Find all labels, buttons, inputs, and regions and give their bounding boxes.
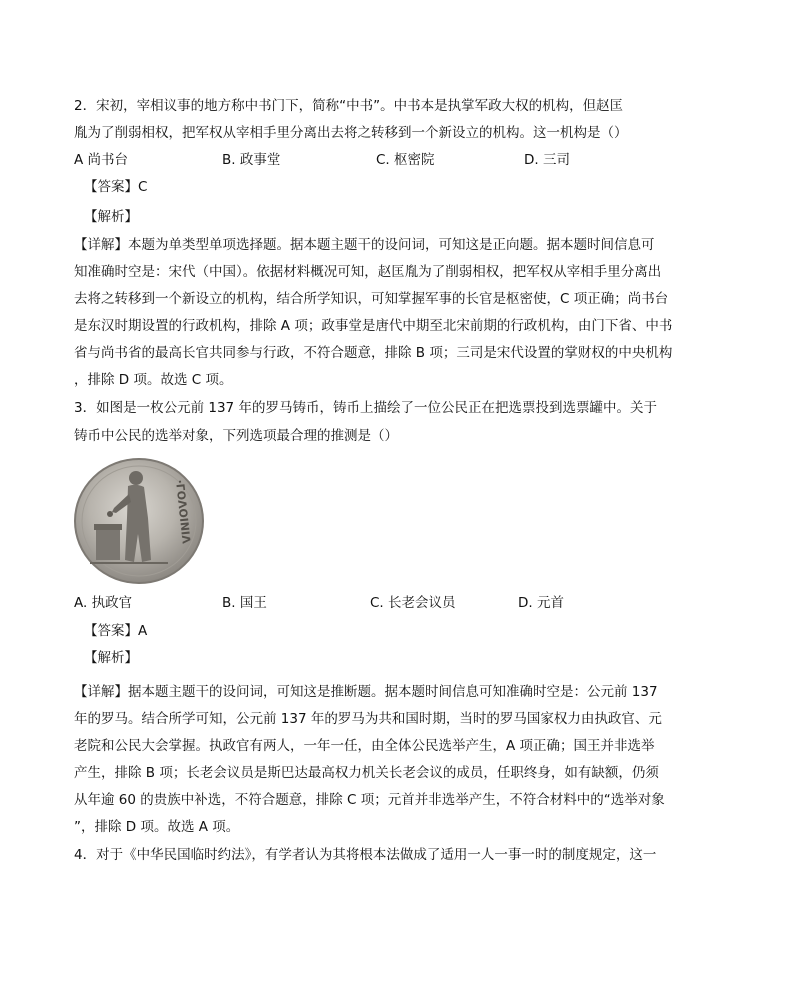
q3-option-a: A. 执政官 xyxy=(74,595,133,611)
q2-option-c: C. 枢密院 xyxy=(376,152,435,168)
q2-detail-line-3: 去将之转移到一个新设立的机构，结合所学知识，可知掌握军事的长官是枢密使，C 项正确；尚书台 xyxy=(74,291,669,307)
q2-detail-line-6: ，排除 D 项。故选 C 项。 xyxy=(74,372,233,388)
q3-detail-line-3: 老院和公民大会掌握。执政官有两人，一年一任，由全体公民选举产生，A 项正确；国王并非选举 xyxy=(74,738,655,754)
roman-coin-image xyxy=(72,456,206,586)
q3-stem-line-2: 铸币中公民的选举对象，下列选项最合理的推测是（） xyxy=(74,428,398,444)
q2-stem-line-1: 2．宋初，宰相议事的地方称中书门下，简称“中书”。中书本是执掌军政大权的机构，但赵匡 xyxy=(74,98,624,114)
q3-analysis-heading: 【解析】 xyxy=(84,650,138,666)
roman-coin-icon xyxy=(72,456,206,586)
q3-option-d: D. 元首 xyxy=(518,595,564,611)
q2-analysis-heading: 【解析】 xyxy=(84,209,138,225)
q2-detail-line-2: 知准确时空是：宋代（中国）。依据材料概况可知，赵匡胤为了削弱相权，把军权从宰相手里分离出 xyxy=(74,264,662,280)
q3-detail-line-1: 【详解】据本题主题干的设问词，可知这是推断题。据本题时间信息可知准确时空是：公元前 137 xyxy=(74,684,658,700)
q3-detail-line-5: 从年逾 60 的贵族中补选，不符合题意，排除 C 项；元首并非选举产生，不符合材料中的“选举对象 xyxy=(74,792,665,808)
q2-detail-line-4: 是东汉时期设置的行政机构，排除 A 项；政事堂是唐代中期至北宋前期的行政机构，由门下省、中书 xyxy=(74,318,673,334)
q3-detail-line-4: 产生，排除 B 项；长老会议员是斯巴达最高权力机关长老会议的成员，任职终身，如有缺额，仍须 xyxy=(74,765,659,781)
q2-answer: 【答案】C xyxy=(84,179,148,195)
q3-answer: 【答案】A xyxy=(84,623,148,639)
q4-stem-line-1: 4．对于《中华民国临时约法》，有学者认为其将根本法做成了适用一人一事一时的制度规定，这一 xyxy=(74,847,657,863)
q2-stem-line-2: 胤为了削弱相权，把军权从宰相手里分离出去将之转移到一个新设立的机构。这一机构是（） xyxy=(74,125,628,141)
q2-option-d: D. 三司 xyxy=(524,152,570,168)
q2-detail-line-1: 【详解】本题为单类型单项选择题。据本题主题干的设问词，可知这是正向题。据本题时间信息可 xyxy=(74,237,655,253)
q2-detail-line-5: 省与尚书省的最高长官共同参与行政，不符合题意，排除 B 项；三司是宋代设置的掌财权的中央机构 xyxy=(74,345,673,361)
q3-detail-line-2: 年的罗马。结合所学可知，公元前 137 年的罗马为共和国时期，当时的罗马国家权力由执政官、元 xyxy=(74,711,662,727)
q3-stem-line-1: 3．如图是一枚公元前 137 年的罗马铸币，铸币上描绘了一位公民正在把选票投到选票罐中。关于 xyxy=(74,400,657,416)
q3-detail-line-6: ”，排除 D 项。故选 A 项。 xyxy=(74,819,240,835)
q2-option-a: A 尚书台 xyxy=(74,152,129,168)
q3-option-b: B. 国王 xyxy=(222,595,267,611)
q2-option-b: B. 政事堂 xyxy=(222,152,281,168)
q3-option-c: C. 长老会议员 xyxy=(370,595,456,611)
coin-inscription: ·ΓΟΛΟΙΝΙΛ xyxy=(173,478,193,545)
